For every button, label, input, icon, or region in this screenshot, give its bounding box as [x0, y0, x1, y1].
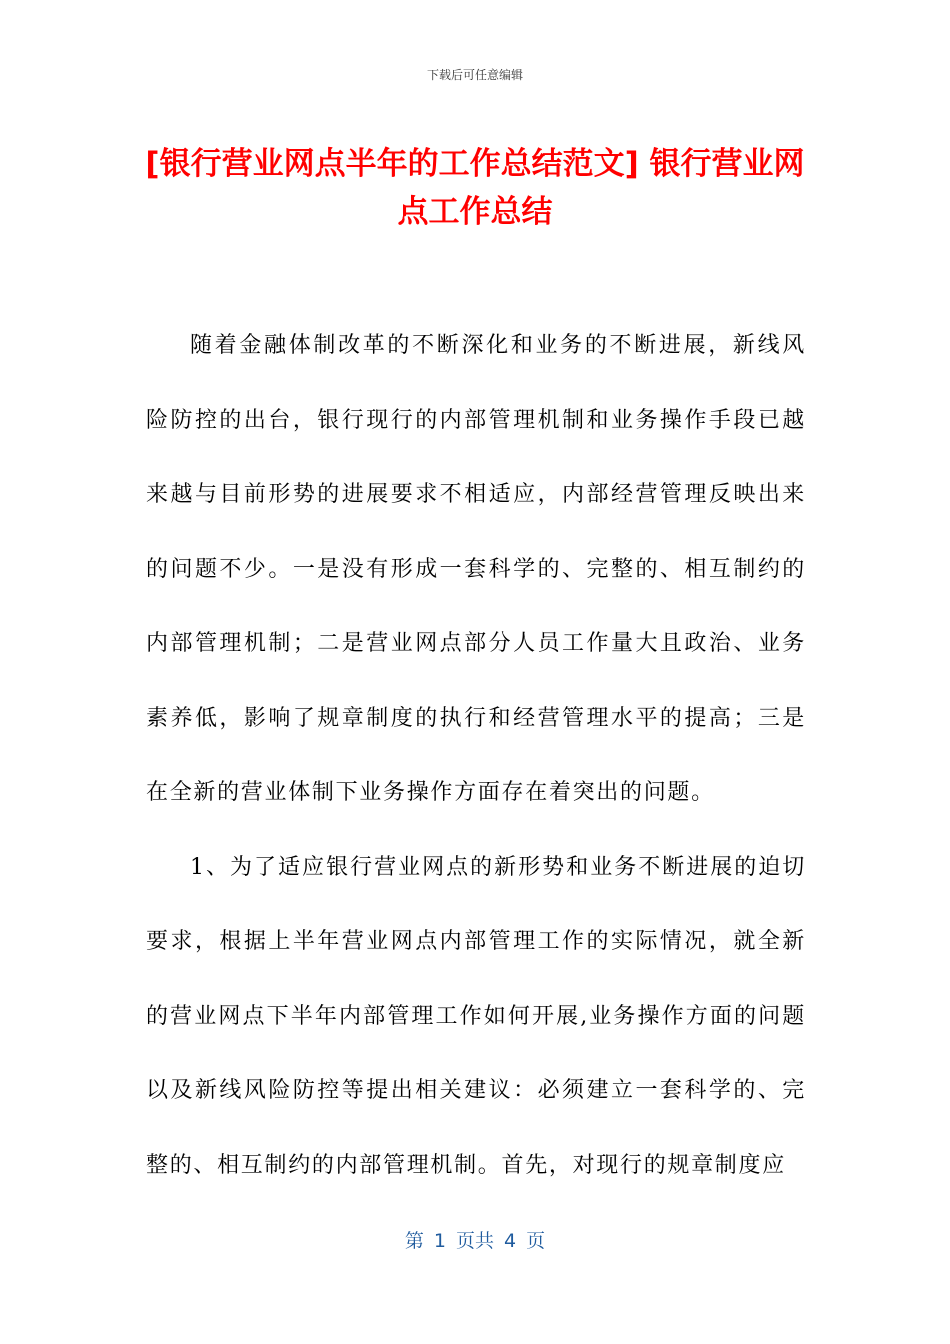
page-footer — [0, 1226, 950, 1253]
paragraph-2: 1、为了适应银行营业网点的新形势和业务不断进展的迫切要求，根据上半年营业网点内部管理工作的实际情况，就全新的营业网点下半年内部管理工作如何开展,业务操作方面的问题以及新线风险防控等提出相关建议：必须建立一套科学的、完整的、相互制约的内部管理机制。首先，对现行的规章制度应 — [146, 854, 806, 1178]
footer-middle: 页共 — [455, 1230, 494, 1252]
footer-suffix: 页 — [526, 1230, 546, 1252]
footer-page-number: 1 — [433, 1230, 446, 1252]
header-note: 下载后可任意编辑 — [426, 68, 523, 82]
footer-total-pages: 4 — [504, 1230, 517, 1252]
paragraph-1: 随着金融体制改革的不断深化和业务的不断进展，新线风险防控的出台，银行现行的内部管理机制和业务操作手段已越来越与目前形势的进展要求不相适应，内部经营管理反映出来的问题不少。一是没有形成一套科学的、完整的、相互制约的内部管理机制；二是营业网点部分人员工作量大且政治、业务素养低，影响了规章制度的执行和经营管理水平的提高；三是在全新的营业体制下业务操作方面存在着突出的问题。 — [146, 333, 806, 805]
footer-prefix: 第 — [404, 1230, 424, 1252]
document-body — [146, 309, 806, 1203]
document-title: [银行营业网点半年的工作总结范文] 银行营业网点工作总结 — [145, 146, 805, 230]
